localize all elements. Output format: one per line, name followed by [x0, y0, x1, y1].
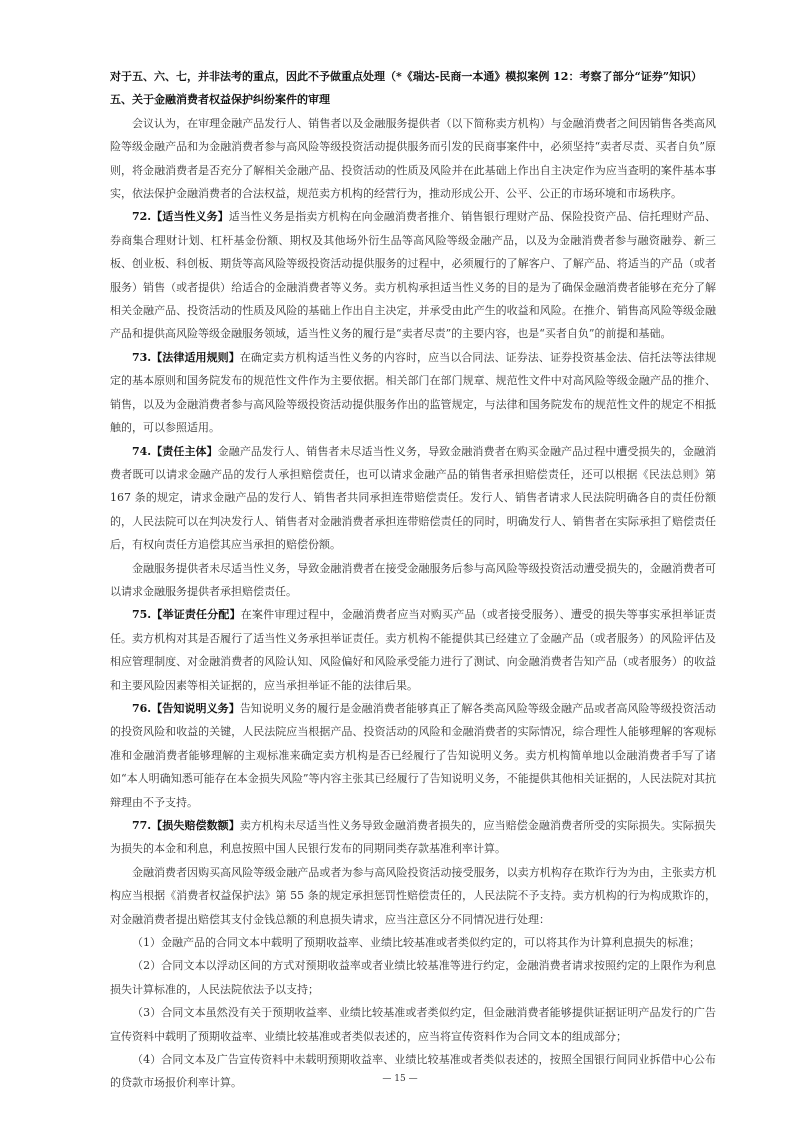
item-74-heading: 【责任主体】	[151, 444, 218, 458]
item-73-number: 73.	[132, 350, 152, 364]
item-76-text: 告知说明义务的履行是金融消费者能够真正了解各类高风险等级金融产品或者高风险等级投资活动的投资风险和收益的关键，人民法院应当根据产品、投资活动的风险和金融消费者的实际情况，综合理性人能够理解的客观标准和金融消费者能够理解的主观标准来确定卖方机构是否已经履行了告知说明义务。卖方机构简单地以金融消费者手写了诸如“本人明确知悉可能存在本金损失风险”等内容主张其已经履行了告知说明义务，不能提供其他相关证据的，人民法院对其抗辩理由不予支持。	[110, 701, 717, 809]
section-intro-paragraph: 会议认为，在审理金融产品发行人、销售者以及金融服务提供者（以下简称卖方机构）与金融消费者之间因销售各类高风险等级金融产品和为金融消费者参与高风险等级投资活动提供服务而引发的民商事案件中，必须坚持“卖者尽责、买者自负”原则，将金融消费者是否充分了解相关金融产品、投资活动的性质及风险并在此基础上作出自主决定作为应当查明的案件基本事实，依法保护金融消费者的合法权益，规范卖方机构的经营行为，推动形成公开、公平、公正的市场环境和市场秩序。	[110, 116, 716, 201]
item-77-list-item-2: （2）合同文本以浮动区间的方式对预期收益率或者业绩比较基准等进行约定，金融消费者请求按照约定的上限作为利息损失计算标准的，人民法院依法予以支持；	[110, 959, 716, 996]
item-73-text: 在确定卖方机构适当性义务的内容时，应当以合同法、证券法、证券投资基金法、信托法等法律规定的基本原则和国务院发布的规范性文件作为主要依据。相关部门在部门规章、规范性文件中对高风险等级金融产品的推介、销售，以及为金融消费者参与高风险等级投资活动提供服务作出的监管规定，与法律和国务院发布的规范性文件的规定不相抵触的，可以参照适用。	[110, 350, 717, 435]
item-72-text: 适当性义务是指卖方机构在向金融消费者推介、销售银行理财产品、保险投资产品、信托理财产品、券商集合理财计划、杠杆基金份额、期权及其他场外衍生品等高风险等级金融产品，以及为金融消费者参与融资融券、新三板、创业板、科创板、期货等高风险等级投资活动提供服务的过程中，必须履行的了解客户、了解产品、将适当的产品（或者服务）销售（或者提供）给适合的金融消费者等义务。卖方机构承担适当性义务的目的是为了确保金融消费者能够在充分了解相关金融产品、投资活动的性质及风险的基础上作出自主决定，并承受由此产生的收益和风险。在推介、销售高风险等级金融产品和提供高风险等级金融服务领域，适当性义务的履行是“卖者尽责”的主要内容，也是“买者自负”的前提和基础。	[110, 210, 717, 341]
item-75-text: 在案件审理过程中，金融消费者应当对购买产品（或者接受服务）、遭受的损失等事实承担举证责任。卖方机构对其是否履行了适当性义务承担举证责任。卖方机构不能提供其已经建立了金融产品（或者服务）的风险评估及相应管理制度、对金融消费者的风险认知、风险偏好和风险承受能力进行了测试、向金融消费者告知产品（或者服务）的收益和主要风险因素等相关证据的，应当承担举证不能的法律后果。	[110, 608, 717, 692]
document-body	[110, 65, 716, 1095]
item-77-extra-paragraph: 金融消费者因购买高风险等级金融产品或者为参与高风险投资活动接受服务，以卖方机构存在欺诈行为为由，主张卖方机构应当根据《消费者权益保护法》第 55 条的规定承担惩罚性赔偿责任的，人民法院不予支持。卖方机构的行为构成欺诈的，对金融消费者提出赔偿其支付金钱总额的利息损失请求，应当注意区分不同情况进行处理：	[110, 865, 716, 926]
item-75-heading: 【举证责任分配】	[151, 608, 241, 622]
item-72-number: 72.	[132, 210, 152, 224]
item-75-paragraph	[110, 603, 716, 697]
item-73-paragraph	[110, 346, 716, 440]
item-72-paragraph	[110, 205, 716, 345]
item-72-heading: 【适当性义务】	[151, 210, 229, 224]
item-77-text: 卖方机构未尽适当性义务导致金融消费者损失的，应当赔偿金融消费者所受的实际损失。实际损失为损失的本金和利息，利息按照中国人民银行发布的同期同类存款基准利率计算。	[110, 819, 717, 856]
item-74-paragraph	[110, 440, 716, 557]
item-77-paragraph	[110, 814, 716, 861]
item-74-text: 金融产品发行人、销售者未尽适当性义务，导致金融消费者在购买金融产品过程中遭受损失的，金融消费者既可以请求金融产品的发行人承担赔偿责任，也可以请求金融产品的销售者承担赔偿责任，还可以根据《民法总则》第 167 条的规定，请求金融产品的发行人、销售者共同承担连带赔偿责任。发行人、销售者请求人民法院明确各自的责任份额的，人民法院可以在判决发行人、销售者对金融消费者承担连带赔偿责任的同时，明确发行人、销售者在实际承担了赔偿责任后，有权向责任方追偿其应当承担的赔偿份额。	[110, 444, 716, 552]
section-title: 五、关于金融消费者权益保护纠纷案件的审理	[110, 93, 330, 107]
item-77-heading: 【损失赔偿数额】	[151, 819, 240, 832]
item-77-list-item-4: （4）合同文本及广告宣传资料中未载明预期收益率、业绩比较基准或者类似表述的，按照全国银行间同业拆借中心公布的贷款市场报价利率计算。	[110, 1053, 716, 1090]
item-77-number: 77.	[132, 819, 152, 832]
page-number: — 15 —	[382, 1074, 418, 1084]
item-77-list-item-1: （1）金融产品的合同文本中载明了预期收益率、业绩比较基准或者类似约定的，可以将其作为计算利息损失的标准；	[132, 936, 700, 950]
intro-note: 对于五、六、七，并非法考的重点，因此不予做重点处理（*《瑞达-民商一本通》模拟案例 12：考察了部分“证券”知识）	[110, 70, 703, 83]
item-74-number: 74.	[132, 444, 152, 458]
item-76-paragraph	[110, 697, 716, 814]
item-75-number: 75.	[132, 608, 152, 622]
item-73-heading: 【法律适用规则】	[151, 350, 240, 364]
item-74-extra-paragraph: 金融服务提供者未尽适当性义务，导致金融消费者在接受金融服务后参与高风险等级投资活动遭受损失的，金融消费者可以请求金融服务提供者承担赔偿责任。	[110, 561, 716, 598]
item-77-list-item-3: （3）合同文本虽然没有关于预期收益率、业绩比较基准或者类似约定，但金融消费者能够提供证据证明产品发行的广告宣传资料中载明了预期收益率、业绩比较基准或者类似表述的，应当将宣传资料作为合同文本的组成部分；	[110, 1006, 716, 1043]
item-76-heading: 【告知说明义务】	[151, 701, 240, 715]
item-76-number: 76.	[132, 701, 152, 715]
